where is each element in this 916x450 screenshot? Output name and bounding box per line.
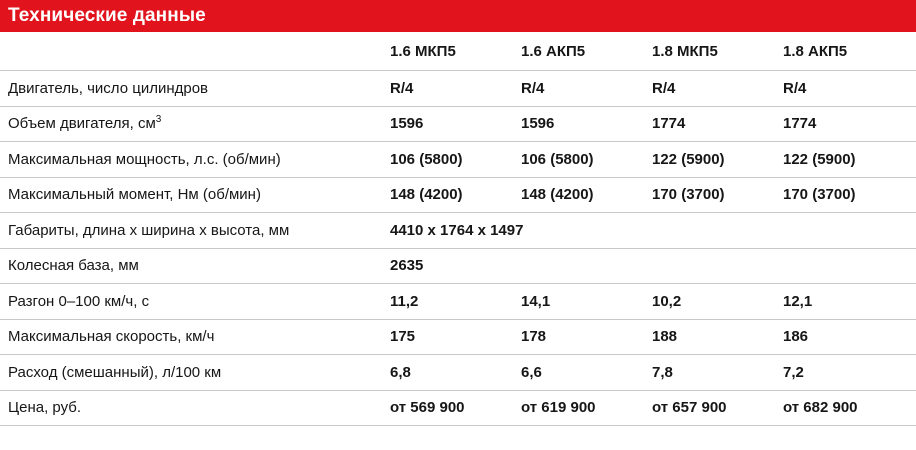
row-value: 6,8	[390, 355, 521, 391]
table-row	[0, 142, 916, 178]
table-row	[0, 71, 916, 107]
specifications-table	[0, 32, 916, 426]
row-label: Колесная база, мм	[0, 248, 390, 284]
row-value: 122 (5900)	[783, 142, 916, 178]
row-value: 178	[521, 319, 652, 355]
row-value: 12,1	[783, 284, 916, 320]
table-row	[0, 213, 916, 249]
column-header-1-8-mkp5: 1.8 МКП5	[652, 42, 718, 60]
row-label: Цена, руб.	[0, 390, 390, 426]
row-value: 148 (4200)	[521, 177, 652, 213]
row-label	[0, 106, 390, 142]
row-label: Габариты, длина х ширина х высота, мм	[0, 213, 390, 249]
row-value: 6,6	[521, 355, 652, 391]
row-value: 122 (5900)	[652, 142, 783, 178]
row-value: R/4	[390, 71, 521, 107]
row-value: 14,1	[521, 284, 652, 320]
row-value: 175	[390, 319, 521, 355]
table-row	[0, 177, 916, 213]
row-value-spanned: 2635	[390, 248, 916, 284]
column-header-label	[0, 32, 390, 71]
row-label: Максимальная мощность, л.с. (об/мин)	[0, 142, 390, 178]
row-value-spanned: 4410 х 1764 х 1497	[390, 213, 916, 249]
row-value: 1774	[783, 106, 916, 142]
table-header-row	[0, 32, 916, 71]
row-value: 186	[783, 319, 916, 355]
row-value: 106 (5800)	[390, 142, 521, 178]
row-label: Расход (смешанный), л/100 км	[0, 355, 390, 391]
row-value: 1596	[521, 106, 652, 142]
row-value: 148 (4200)	[390, 177, 521, 213]
table-row	[0, 355, 916, 391]
table-body	[0, 71, 916, 426]
row-value: 170 (3700)	[783, 177, 916, 213]
table-row	[0, 390, 916, 426]
column-header-1-6-mkp5: 1.6 МКП5	[390, 42, 456, 60]
row-label: Разгон 0–100 км/ч, с	[0, 284, 390, 320]
row-value: 1774	[652, 106, 783, 142]
table-row	[0, 106, 916, 142]
row-value: от 657 900	[652, 390, 783, 426]
column-header-1-6-akp5: 1.6 АКП5	[521, 42, 586, 60]
row-value: 7,8	[652, 355, 783, 391]
row-value: 106 (5800)	[521, 142, 652, 178]
row-label: Максимальный момент, Нм (об/мин)	[0, 177, 390, 213]
row-value: 11,2	[390, 284, 521, 320]
table-row	[0, 319, 916, 355]
table-row	[0, 284, 916, 320]
column-header-1-8-akp5: 1.8 АКП5	[783, 42, 848, 60]
row-label: Двигатель, число цилиндров	[0, 71, 390, 107]
row-value: R/4	[783, 71, 916, 107]
row-value: 188	[652, 319, 783, 355]
row-value: от 682 900	[783, 390, 916, 426]
row-value: 10,2	[652, 284, 783, 320]
row-value: 170 (3700)	[652, 177, 783, 213]
row-label-text: Объем двигателя, см	[8, 115, 156, 133]
row-value: 1596	[390, 106, 521, 142]
row-value: 7,2	[783, 355, 916, 391]
row-value: R/4	[652, 71, 783, 107]
row-label: Максимальная скорость, км/ч	[0, 319, 390, 355]
title-bar	[0, 0, 916, 32]
row-value: от 619 900	[521, 390, 652, 426]
table-row	[0, 248, 916, 284]
row-value: R/4	[521, 71, 652, 107]
page-title: Технические данные	[8, 5, 206, 26]
row-value: от 569 900	[390, 390, 521, 426]
row-label-superscript: 3	[155, 114, 162, 126]
